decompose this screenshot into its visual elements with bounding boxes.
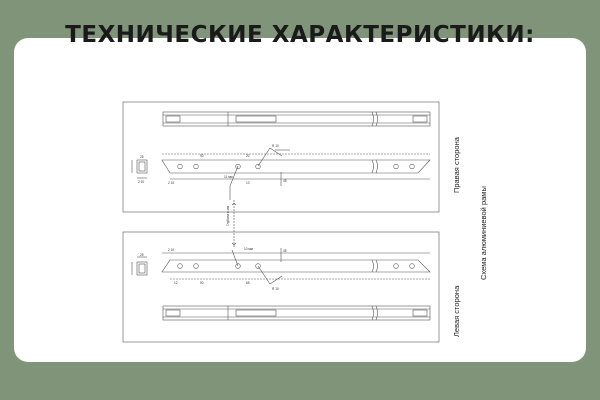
page-title: ТЕХНИЧЕСКИЕ ХАРАКТЕРИСТИКИ: (65, 22, 535, 48)
dim-90-lower: 90 (200, 281, 204, 285)
dim-25-upper: 25 (140, 155, 144, 159)
lower-profile-section (132, 257, 147, 275)
dim-13-upper: 13 (246, 181, 250, 185)
dim-12-lower: 12 (174, 281, 178, 285)
dim-210-upper: 2 10 (138, 180, 145, 184)
upper-profile-section (132, 160, 147, 178)
frame-scheme-label: Схема алюминиевой рамы (479, 186, 488, 280)
upper-top-view (163, 112, 430, 126)
lower-top-view (163, 306, 430, 320)
dim-r10-upper: R 10 (272, 144, 279, 148)
dimension-labels (138, 144, 287, 291)
dim-210-lower: 2 10 (168, 248, 175, 252)
lower-side-view (162, 248, 430, 284)
dim-11mm-upper: 11 мм (224, 175, 233, 179)
right-side-label: Правая сторона (452, 137, 461, 193)
dim-45-upper: 45 (283, 179, 287, 183)
dim-r10-lower: R 10 (272, 287, 279, 291)
depth-label: Глубина в мм (226, 205, 230, 226)
dim-20-upper: 20 (246, 154, 250, 158)
left-side-label: Левая сторона (452, 285, 461, 337)
dim-90-upper: 90 (200, 154, 204, 158)
dim-65-lower: 65 (246, 281, 250, 285)
dim-25-lower: 25 (140, 253, 144, 257)
dim-45-lower: 45 (283, 249, 287, 253)
upper-sheet-border (123, 102, 439, 212)
dim-10mm-lower: 10 мм (244, 247, 253, 251)
depth-connector (232, 200, 236, 248)
dim-210-bar-upper: 2 10 (168, 181, 175, 185)
